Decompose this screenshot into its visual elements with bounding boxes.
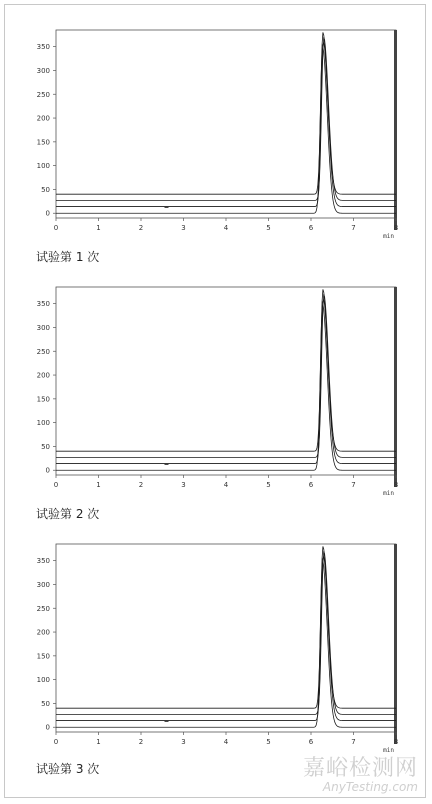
y-tick-label: 250 [36,90,50,99]
y-tick-label: 100 [36,676,50,685]
x-tick-label: 5 [266,481,271,489]
x-tick-label: 2 [138,481,144,489]
chart-caption-2: 试验第 2 次 [36,507,100,521]
chromatogram-chart-2 [0,257,432,497]
chart-panel-2 [0,257,432,521]
x-tick-label: 6 [308,481,314,489]
y-tick-label: 100 [36,419,50,428]
chromatogram-chart-3 [0,514,432,754]
plot-frame [56,287,396,475]
trace-2 [56,294,396,457]
x-tick-label: 1 [96,738,101,746]
x-tick-label: 0 [53,738,59,746]
y-tick-label: 250 [36,604,50,613]
x-tick-label: 1 [96,481,101,489]
x-unit-label: min [383,490,394,497]
trace-1 [56,289,396,451]
x-tick-label: 8 [393,481,399,489]
x-tick-label: 4 [223,481,229,489]
y-tick-label: 0 [45,723,50,732]
chart-caption-1: 试验第 1 次 [36,250,100,264]
x-tick-label: 7 [351,481,356,489]
x-tick-label: 4 [223,738,229,746]
trace-3 [56,43,396,207]
x-tick-label: 6 [308,224,314,232]
x-unit-label: min [383,233,394,240]
x-tick-label: 6 [308,738,314,746]
y-tick-label: 200 [36,628,50,637]
y-tick-label: 150 [36,652,50,661]
x-tick-label: 5 [266,224,271,232]
x-tick-label: 1 [96,224,101,232]
chromatogram-chart-1 [0,0,432,240]
x-tick-label: 5 [266,738,271,746]
x-tick-label: 3 [181,738,186,746]
plot-frame [56,30,396,218]
chart-panel-1 [0,0,432,264]
trace-4 [56,47,396,213]
x-tick-label: 8 [393,738,399,746]
y-tick-label: 350 [36,43,50,52]
y-tick-label: 50 [41,699,50,708]
x-tick-label: 3 [181,481,186,489]
x-tick-label: 2 [138,224,144,232]
x-tick-label: 7 [351,738,356,746]
y-tick-label: 300 [36,580,50,589]
trace-2 [56,37,396,200]
y-tick-label: 0 [45,209,50,218]
x-tick-label: 0 [53,224,59,232]
watermark-en: AnyTesting.com [322,780,418,794]
y-tick-label: 50 [41,185,50,194]
x-tick-label: 0 [53,481,59,489]
x-unit-label: min [383,747,394,754]
chart-caption-3: 试验第 3 次 [36,762,100,776]
trace-3 [56,557,396,721]
y-tick-label: 300 [36,323,50,332]
y-tick-label: 300 [36,66,50,75]
trace-1 [56,546,396,708]
y-tick-label: 50 [41,442,50,451]
y-tick-label: 150 [36,138,50,147]
trace-3 [56,300,396,464]
y-tick-label: 150 [36,395,50,404]
x-tick-label: 8 [393,224,399,232]
trace-4 [56,561,396,727]
x-tick-label: 7 [351,224,356,232]
plot-frame [56,544,396,732]
y-tick-label: 350 [36,300,50,309]
watermark [303,751,418,794]
trace-2 [56,551,396,714]
watermark-cn: 嘉峪检测网 [302,756,418,781]
x-tick-label: 3 [181,224,186,232]
x-tick-label: 4 [223,224,229,232]
y-tick-label: 200 [36,114,50,123]
trace-1 [56,32,396,194]
x-tick-label: 2 [138,738,144,746]
trace-4 [56,304,396,470]
y-tick-label: 250 [36,347,50,356]
y-tick-label: 100 [36,162,50,171]
y-tick-label: 0 [45,466,50,475]
y-tick-label: 200 [36,371,50,380]
y-tick-label: 350 [36,557,50,566]
